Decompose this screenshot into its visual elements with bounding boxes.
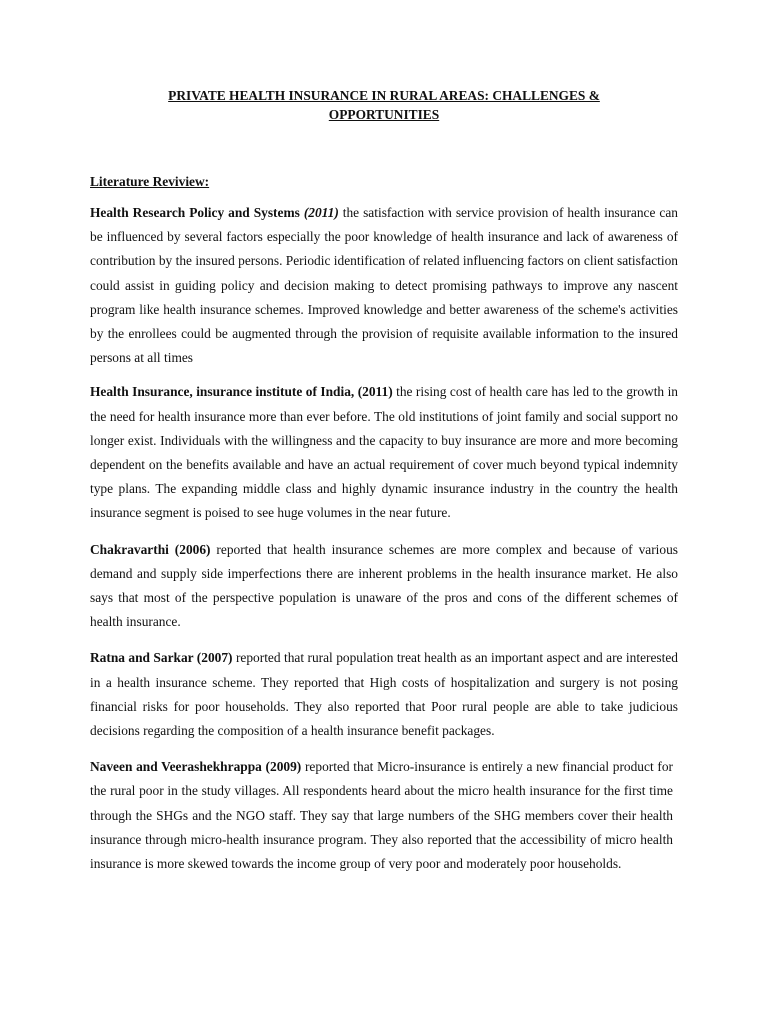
document-page bbox=[90, 86, 678, 876]
paragraph-ratna-sarkar bbox=[90, 646, 678, 743]
paragraph-year: (2011) bbox=[303, 205, 339, 220]
paragraph-insurance-institute-india bbox=[90, 380, 678, 525]
paragraph-citation: Chakravarthi (2006) bbox=[90, 541, 211, 557]
paragraph-body: reported that rural population treat health as an important aspect and are interested in a health insurance scheme. They reported that High costs of hospitalization and surgery is not posing financial risks for poor households. They also reported that Poor rural people are able to take judicious decisions regarding the composition of a health insurance benefit packages. bbox=[90, 650, 678, 739]
section-heading: Literature Reviview: bbox=[90, 174, 210, 189]
paragraph-naveen-veerashekhrappa bbox=[90, 755, 673, 876]
paragraph-body: the rising cost of health care has led to the growth in the need for health insurance more than ever before. The old institutions of joint family and social support no longer exist. Individuals with the willingness and the capacity to buy insurance are more and more becoming dependent on the benefits available and have an actual requirement of cover much beyond typical indemnity type plans. The expanding middle class and highly dynamic insurance industry in the country the health insurance segment is poised to see huge volumes in the near future. bbox=[90, 384, 678, 521]
paragraph-health-research-policy bbox=[90, 201, 678, 370]
paragraph-body: reported that Micro-insurance is entirely a new financial product for the rural poor in the study villages. All respondents heard about the micro health insurance for the first time through the SHGs and the NGO staff. They say that large numbers of the SHG members cover their health insurance through micro-health insurance program. They also reported that the accessibility of micro health insurance is more skewed towards the income group of very poor and moderately poor households. bbox=[90, 759, 673, 872]
paragraph-citation: Health Research Policy and Systems bbox=[90, 205, 300, 220]
paragraph-citation: Naveen and Veerashekhrappa (2009) bbox=[90, 759, 302, 775]
paragraph-chakravarthi bbox=[90, 538, 678, 635]
paragraph-citation: Health Insurance, insurance institute of India, (2011) bbox=[90, 384, 393, 400]
paragraph-citation: Ratna and Sarkar (2007) bbox=[90, 650, 233, 666]
paragraph-body: the satisfaction with service provision of health insurance can be influenced by several factors especially the poor knowledge of health insurance and lack of awareness of contribution by the insured persons. Periodic identification of related influencing factors on client satisfaction could assist in guiding policy and decision making to detect promising pathways to improve any nascent program like health insurance schemes. Improved knowledge and better awareness of the scheme's activities by the enrollees could be augmented through the provision of requisite available information to the insured persons at all times bbox=[90, 205, 678, 366]
title-line-2: OPPORTUNITIES bbox=[328, 107, 440, 122]
paragraph-body: reported that health insurance schemes are more complex and because of various demand and supply side imperfections there are inherent problems in the health insurance market. He also says that most of the perspective population is unaware of the pros and cons of the different schemes of health insurance. bbox=[90, 541, 678, 630]
title-line-1: PRIVATE HEALTH INSURANCE IN RURAL AREAS: CHALLENGES & bbox=[168, 88, 600, 103]
document-title bbox=[90, 86, 678, 124]
